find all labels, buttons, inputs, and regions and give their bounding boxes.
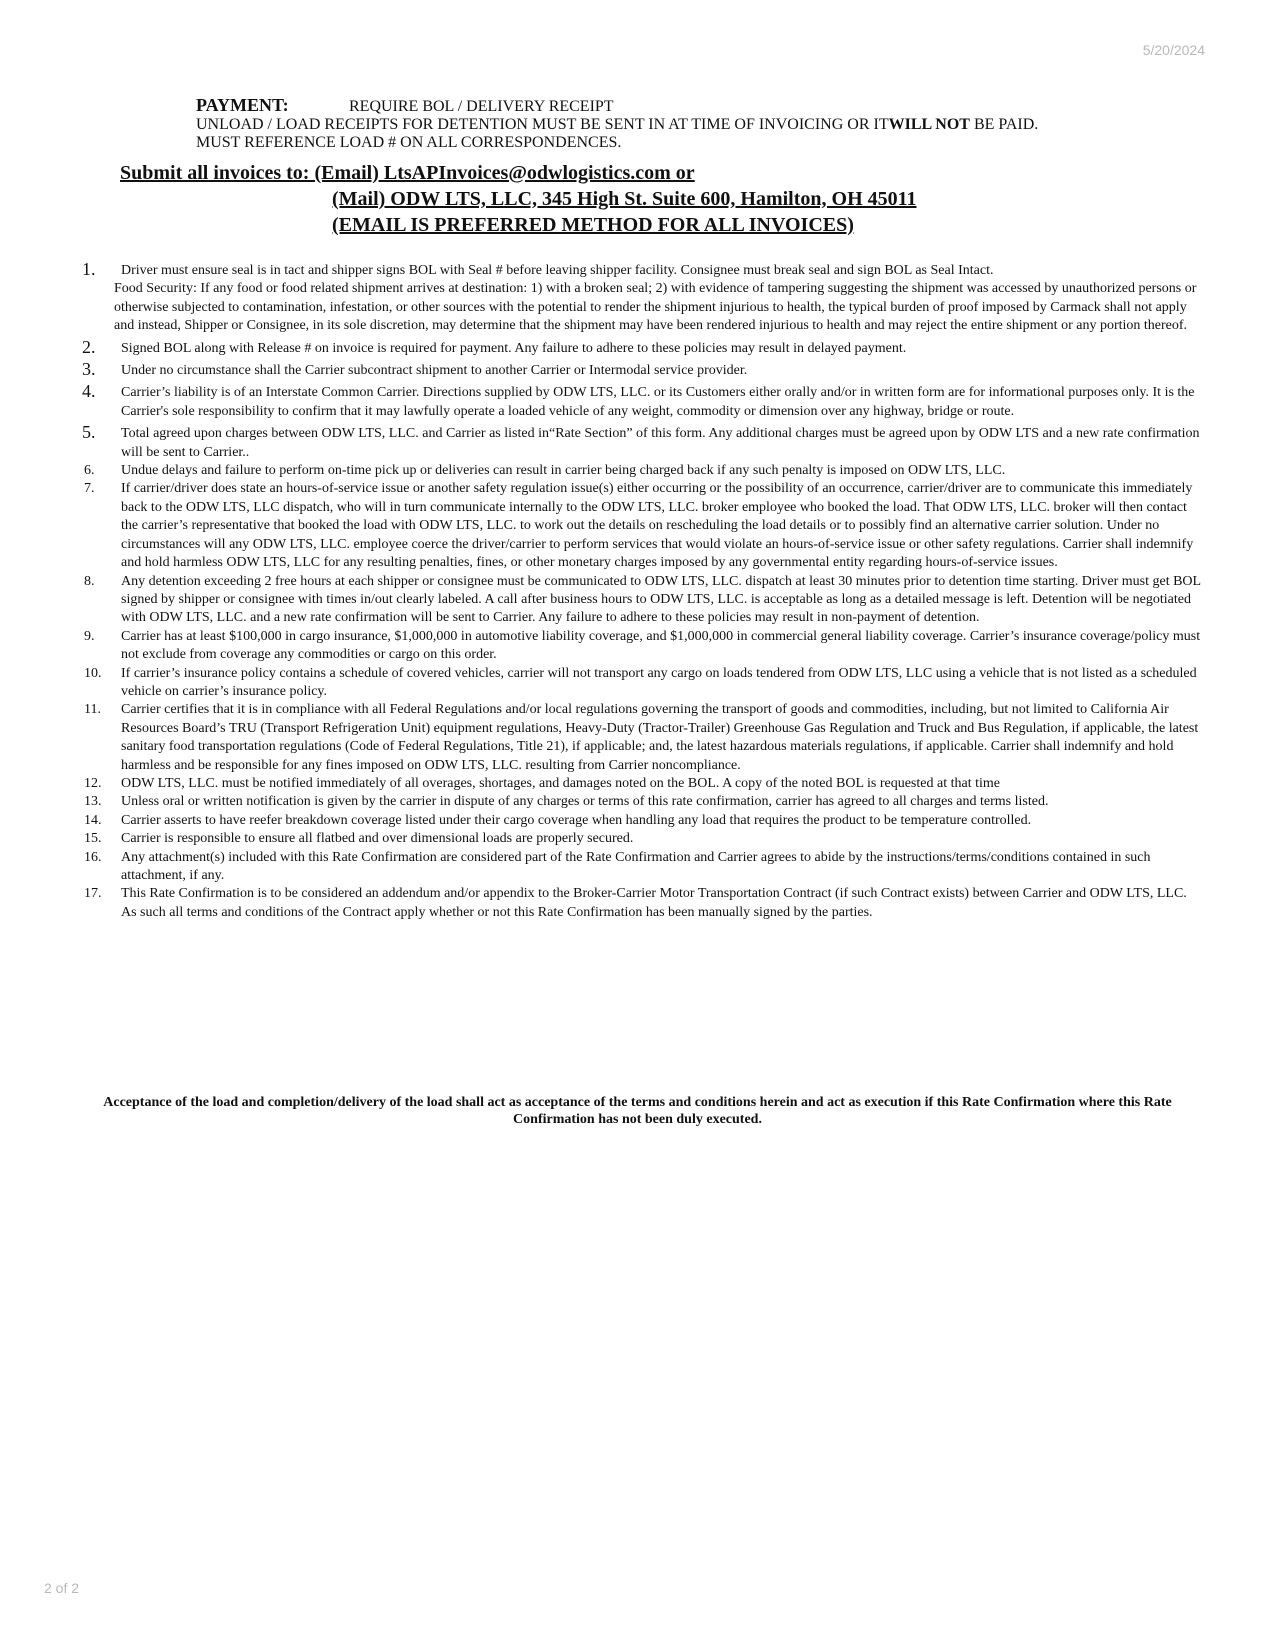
term-text: Any attachment(s) included with this Rate Confirmation are considered part of the Rate Confirmation and Carrier agrees to abide by the instructions/terms/conditions contained in such attachment, if any. <box>121 849 1151 883</box>
payment-line-1 <box>196 96 1216 116</box>
term-number: 3. <box>82 359 96 380</box>
term-text: ODW LTS, LLC. must be notified immediately of all overages, shortages, and damages noted on the BOL. A copy of the noted BOL is requested at that time <box>121 775 1000 791</box>
term-number: 17. <box>84 886 102 902</box>
page-date: 5/20/2024 <box>1142 42 1205 58</box>
term-text: Undue delays and failure to perform on-time pick up or deliveries can result in carrier being charged back if any such penalty is imposed on ODW LTS, LLC. <box>121 463 1006 479</box>
term-item <box>78 830 1203 848</box>
term-number: 12. <box>84 775 102 791</box>
term-number: 11. <box>84 702 101 718</box>
payment-section <box>196 96 1216 152</box>
term-item <box>78 573 1203 628</box>
term-text: Carrier is responsible to ensure all flatbed and over dimensional loads are properly secured. <box>121 831 634 847</box>
term-text: If carrier/driver does state an hours-of-service issue or another safety regulation issue(s) either occurring or the possibility of an occurrence, carrier/driver are to communicate this immediately back to the ODW LTS, LLC dispatch, who will in turn communicate internally to the ODW LTS, LLC. broker employee who booked the load. That ODW LTS, LLC. broker will then contact the carrier’s representative that booked the load with ODW LTS, LLC. to work out the details on rescheduling the load details or to possibly find an alternative carrier solution. Under no circumstances will any ODW LTS, LLC. employee coerce the driver/carrier to perform services that would violate an hours-of-service issue or other safety regulations. Carrier shall indemnify and hold harmless ODW LTS, LLC for any resulting penalties, fines, or other monetary charges imposed by any governmental entity regarding hours-of-service issues. <box>121 481 1194 571</box>
payment-line-2-pre: UNLOAD / LOAD RECEIPTS FOR DETENTION MUST BE SENT IN AT TIME OF INVOICING OR IT <box>196 116 889 133</box>
term-item <box>78 359 1203 380</box>
page-number: 2 of 2 <box>44 1580 80 1596</box>
term-text: Under no circumstance shall the Carrier subcontract shipment to another Carrier or Intermodal service provider. <box>121 363 748 379</box>
term-number: 4. <box>82 381 96 402</box>
term-text: Driver must ensure seal is in tact and shipper signs BOL with Seal # before leaving shipper facility. Consignee must break seal and sign BOL as Seal Intact. <box>121 263 994 278</box>
term-number: 7. <box>84 481 95 497</box>
acceptance-statement: Acceptance of the load and completion/delivery of the load shall act as acceptance of the terms and conditions herein and act as execution if this Rate Confirmation where this Rate Confirmation has not been duly executed. <box>103 1095 1172 1127</box>
term-number: 14. <box>84 812 102 828</box>
term-number: 8. <box>84 573 95 589</box>
term-food-security-text: Food Security: If any food or food related shipment arrives at destination: 1) with a broken seal; 2) with evidence of tampering suggesting the shipment was accessed by unauthorized persons or otherwise subjected to contamination, infestation, or other sources with the potential to render the shipment injurious to health, the typical burden of proof imposed by Carmack shall not apply and instead, Shipper or Consignee, in its sole discretion, may determine that the shipment may have been rendered injurious to health and may reject the entire shipment or any portion thereof. <box>114 281 1197 334</box>
term-item <box>78 462 1203 480</box>
term-item <box>78 701 1203 775</box>
submit-mail-line: (Mail) ODW LTS, LLC, 345 High St. Suite 600, Hamilton, OH 45011 <box>332 188 917 210</box>
term-item <box>78 480 1203 572</box>
term-item <box>78 422 1203 462</box>
submit-preferred-line: (EMAIL IS PREFERRED METHOD FOR ALL INVOICES) <box>332 214 854 236</box>
term-item <box>78 665 1203 702</box>
term-number: 1. <box>82 259 96 279</box>
term-number: 9. <box>84 628 95 644</box>
terms-list <box>78 259 1203 922</box>
payment-line-2-post: BE PAID. <box>969 116 1039 133</box>
term-number: 13. <box>84 794 102 810</box>
term-item <box>78 259 1203 336</box>
payment-label: PAYMENT: <box>196 95 289 115</box>
term-number: 15. <box>84 831 102 847</box>
term-text: Carrier asserts to have reefer breakdown coverage listed under their cargo coverage when handling any load that requires the product to be temperature controlled. <box>121 812 1032 828</box>
term-text: Signed BOL along with Release # on invoice is required for payment. Any failure to adhere to these policies may result in delayed payment. <box>121 340 907 356</box>
payment-line-3: MUST REFERENCE LOAD # ON ALL CORRESPONDENCES. <box>196 134 622 151</box>
term-number: 5. <box>82 422 96 443</box>
term-text: Unless oral or written notification is given by the carrier in dispute of any charges or terms of this rate confirmation, carrier has agreed to all charges and terms listed. <box>121 794 1049 810</box>
term-item <box>78 628 1203 665</box>
submit-invoices-block <box>120 160 917 238</box>
term-number: 2. <box>82 336 96 357</box>
term-text: Carrier certifies that it is in compliance with all Federal Regulations and/or local regulations governing the transport of goods and commodities, including, but not limited to California Air Resources Board’s TRU (Transport Refrigeration Unit) equipment regulations, Heavy-Duty (Tractor-Trailer) Greenhouse Gas Regulation and Truck and Bus Regulation, if applicable, the latest sanitary food transportation regulations (Code of Federal Regulations, Title 21), if applicable; and, the latest hazardous materials regulations, if applicable. Carrier shall indemnify and hold harmless and be responsible for any fines imposed on ODW LTS, LLC. resulting from Carrier noncompliance. <box>121 702 1199 773</box>
submit-email-line[interactable]: Submit all invoices to: (Email) LtsAPInvoices@odwlogistics.com or <box>120 162 695 184</box>
term-text: Carrier’s liability is of an Interstate Common Carrier. Directions supplied by ODW LTS, LLC. or its Customers either orally and/or in written form are for informational purposes only. It is the Carrier's sole responsibility to confirm that it may lawfully operate a loaded vehicle of any weight, commodity or dimension over any highway, bridge or route. <box>121 385 1195 419</box>
payment-requirement: REQUIRE BOL / DELIVERY RECEIPT <box>349 98 614 115</box>
term-item <box>78 885 1203 922</box>
term-item <box>78 775 1203 793</box>
term-text: If carrier’s insurance policy contains a schedule of covered vehicles, carrier will not transport any cargo on loads tendered from ODW LTS, LLC using a vehicle that is not listed as a scheduled vehicle on carrier’s insurance policy. <box>121 665 1197 699</box>
payment-line-2 <box>196 116 1216 134</box>
term-item <box>78 381 1203 421</box>
term-item <box>78 336 1203 358</box>
term-text: This Rate Confirmation is to be considered an addendum and/or appendix to the Broker-Carrier Motor Transportation Contract (if such Contract exists) between Carrier and ODW LTS, LLC. As such all terms and conditions of the Contract apply whether or not this Rate Confirmation has been manually signed by the parties. <box>121 886 1187 920</box>
term-item <box>78 812 1203 830</box>
payment-line-2-bold: WILL NOT <box>888 116 970 133</box>
term-text: Total agreed upon charges between ODW LTS, LLC. and Carrier as listed in“Rate Section” of this form. Any additional charges must be agreed upon by ODW LTS and a new rate confirmation will be sent to Carrier.. <box>121 426 1200 460</box>
term-item <box>78 849 1203 886</box>
term-text: Any detention exceeding 2 free hours at each shipper or consignee must be communicated to ODW LTS, LLC. dispatch at least 30 minutes prior to detention time starting. Driver must get BOL signed by shipper or consignee with times in/out clearly labeled. A call after business hours to ODW LTS, LLC. is acceptable as long as a detailed message is left. Detention will be negotiated with ODW LTS, LLC. and a new rate confirmation will be sent to Carrier. Any failure to adhere to these policies may result in non-payment of detention. <box>121 573 1201 626</box>
term-number: 6. <box>84 463 95 479</box>
term-number: 10. <box>84 665 102 681</box>
term-item <box>78 793 1203 811</box>
term-text: Carrier has at least $100,000 in cargo insurance, $1,000,000 in automotive liability coverage, and $1,000,000 in commercial general liability coverage. Carrier’s insurance coverage/policy must not exclude from coverage any commodities or cargo on this order. <box>121 628 1201 663</box>
term-number: 16. <box>84 849 102 865</box>
